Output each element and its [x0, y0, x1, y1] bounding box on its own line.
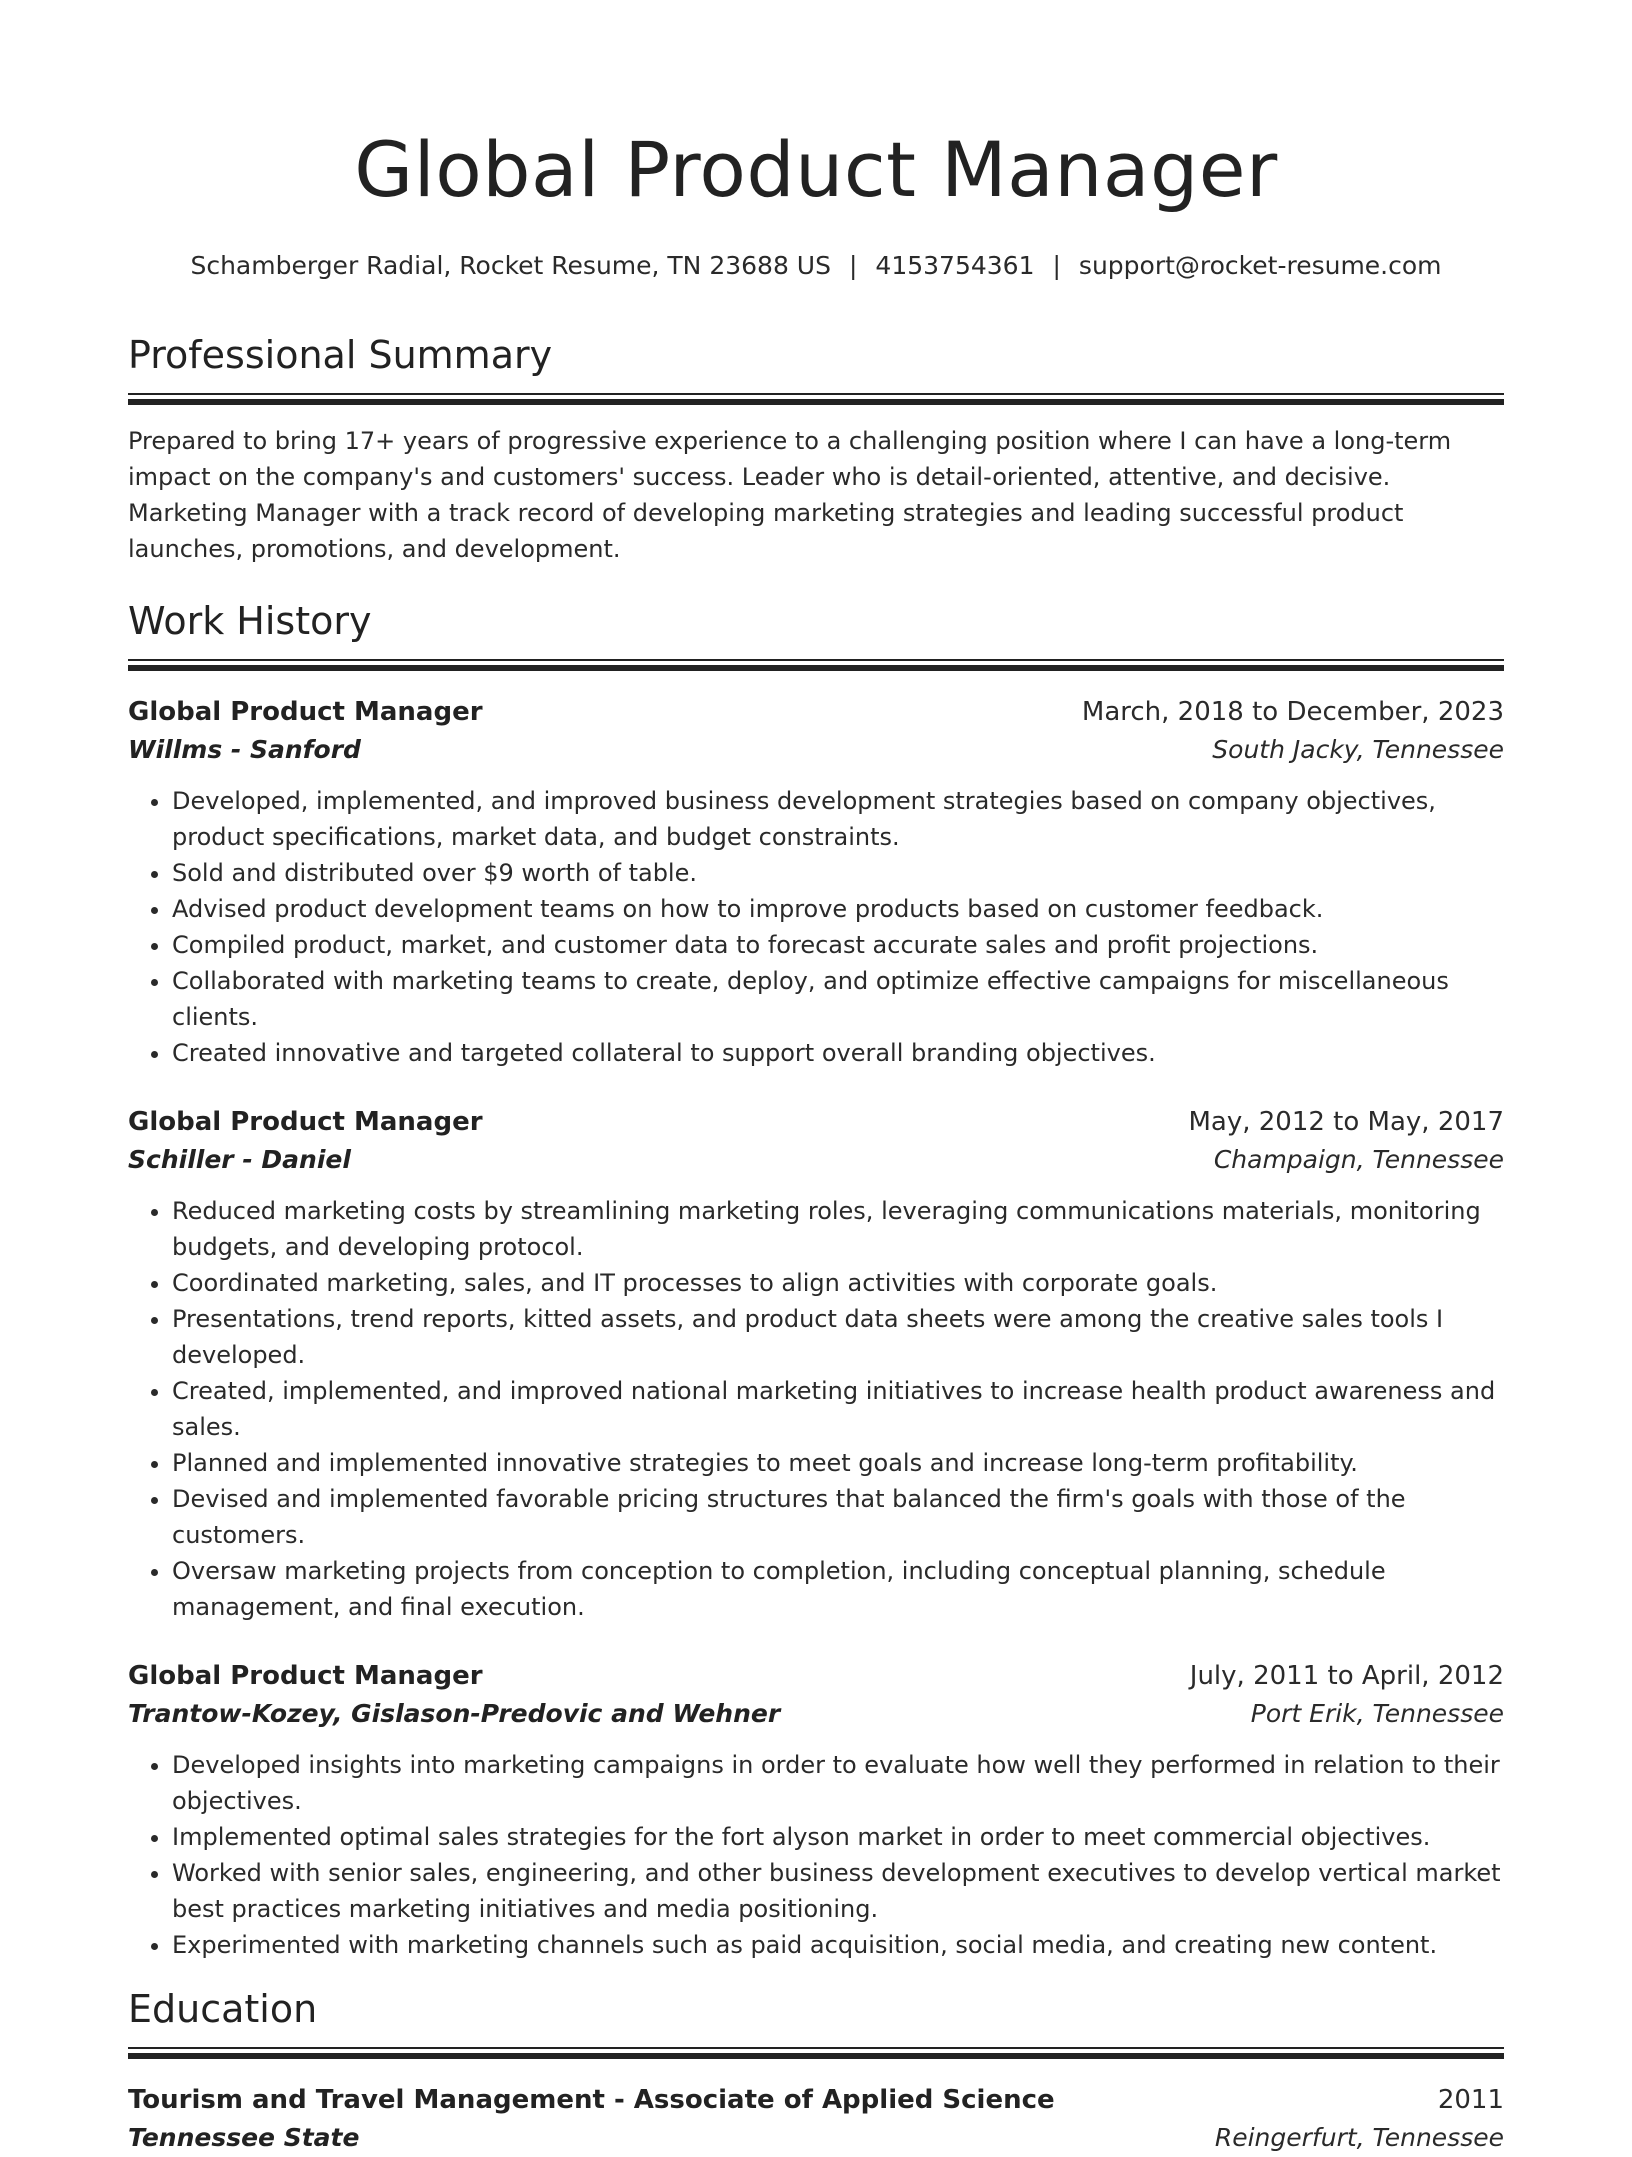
- job-bullet: • Experimented with marketing channels such as paid acquisition, social media, and creating new content.: [172, 1927, 1504, 1963]
- section-title-education: Education: [128, 1987, 318, 2031]
- job-bullet: • Created, implemented, and improved national marketing initiatives to increase health product awareness and sales.: [172, 1373, 1504, 1445]
- job-bullet: • Compiled product, market, and customer data to forecast accurate sales and profit projections.: [172, 927, 1504, 963]
- job-bullet: • Developed, implemented, and improved business development strategies based on company objectives, product specifications, market data, and budget constraints.: [172, 783, 1504, 855]
- job-bullet: • Reduced marketing costs by streamlining marketing roles, leveraging communications materials, monitoring budgets, and developing protocol.: [172, 1193, 1504, 1265]
- job-title: Global Product Manager: [128, 1107, 483, 1137]
- job-bullets: [128, 1747, 1504, 1963]
- job-bullet: • Oversaw marketing projects from conception to completion, including conceptual planning, schedule management, and final execution.: [172, 1553, 1504, 1625]
- section-title-work-history: Work History: [128, 599, 372, 643]
- job-bullet: • Developed insights into marketing campaigns in order to evaluate how well they performed in relation to their objectives.: [172, 1747, 1504, 1819]
- job-title: Global Product Manager: [128, 697, 483, 727]
- section-divider: [128, 393, 1504, 405]
- job-bullet: • Created innovative and targeted collateral to support overall branding objectives.: [172, 1035, 1504, 1071]
- section-divider: [128, 659, 1504, 671]
- job-entry: [128, 1657, 1504, 1963]
- job-entry: [128, 1103, 1504, 1625]
- education-entry: [128, 2081, 1504, 2157]
- job-location: Port Erik, Tennessee: [1250, 1699, 1504, 1728]
- job-bullets: [128, 1193, 1504, 1625]
- section-title-summary: Professional Summary: [128, 333, 553, 377]
- job-bullet: • Planned and implemented innovative strategies to meet goals and increase long-term profitability.: [172, 1445, 1504, 1481]
- job-entry: [128, 693, 1504, 1071]
- job-title: Global Product Manager: [128, 1661, 483, 1691]
- section-divider: [128, 2047, 1504, 2059]
- contact-separator: |: [1052, 251, 1061, 280]
- job-bullets: [128, 783, 1504, 1071]
- education-school: Tennessee State: [128, 2123, 360, 2152]
- job-bullet: • Worked with senior sales, engineering, and other business development executives to develop vertical market best practices marketing initiatives and media positioning.: [172, 1855, 1504, 1927]
- job-company: Willms - Sanford: [128, 735, 361, 764]
- summary-section: [128, 331, 1504, 567]
- education-year: 2011: [1437, 2085, 1504, 2115]
- job-bullet: • Sold and distributed over $9 worth of table.: [172, 855, 1504, 891]
- work-history-section: [128, 597, 1504, 1963]
- job-dates: July, 2011 to April, 2012: [1189, 1661, 1504, 1691]
- education-section: [128, 1985, 1504, 2157]
- job-company: Schiller - Daniel: [128, 1145, 351, 1174]
- job-bullet: • Coordinated marketing, sales, and IT processes to align activities with corporate goals.: [172, 1265, 1504, 1301]
- job-location: South Jacky, Tennessee: [1212, 735, 1504, 764]
- contact-separator: |: [848, 251, 858, 280]
- job-bullet: • Collaborated with marketing teams to create, deploy, and optimize effective campaigns for miscellaneous clients.: [172, 963, 1504, 1035]
- contact-email: support@rocket-resume.com: [1078, 251, 1442, 280]
- job-bullet: • Devised and implemented favorable pricing structures that balanced the firm's goals with those of the customers.: [172, 1481, 1504, 1553]
- contact-phone: 4153754361: [875, 251, 1035, 280]
- contact-address: Schamberger Radial, Rocket Resume, TN 23688 US: [190, 251, 831, 280]
- education-degree: Tourism and Travel Management - Associate of Applied Science: [128, 2085, 1055, 2115]
- job-bullet: • Advised product development teams on how to improve products based on customer feedback.: [172, 891, 1504, 927]
- job-bullet: • Implemented optimal sales strategies for the fort alyson market in order to meet commercial objectives.: [172, 1819, 1504, 1855]
- job-dates: May, 2012 to May, 2017: [1188, 1107, 1504, 1137]
- contact-line: [128, 249, 1504, 283]
- resume-name: Global Product Manager: [354, 125, 1278, 214]
- job-dates: March, 2018 to December, 2023: [1081, 697, 1504, 727]
- education-location: Reingerfurt, Tennessee: [1214, 2123, 1504, 2152]
- job-company: Trantow-Kozey, Gislason-Predovic and Wehner: [128, 1699, 781, 1728]
- job-location: Champaign, Tennessee: [1213, 1145, 1504, 1174]
- job-bullet: • Presentations, trend reports, kitted assets, and product data sheets were among the creative sales tools I developed.: [172, 1301, 1504, 1373]
- summary-text: Prepared to bring 17+ years of progressive experience to a challenging position where I can have a long-term impact on the company's and customers' success. Leader who is detail-oriented, attentive, and decisive. Marketing Manager with a track record of developing marketing strategies and leading successful product launches, promotions, and development.: [128, 427, 1452, 563]
